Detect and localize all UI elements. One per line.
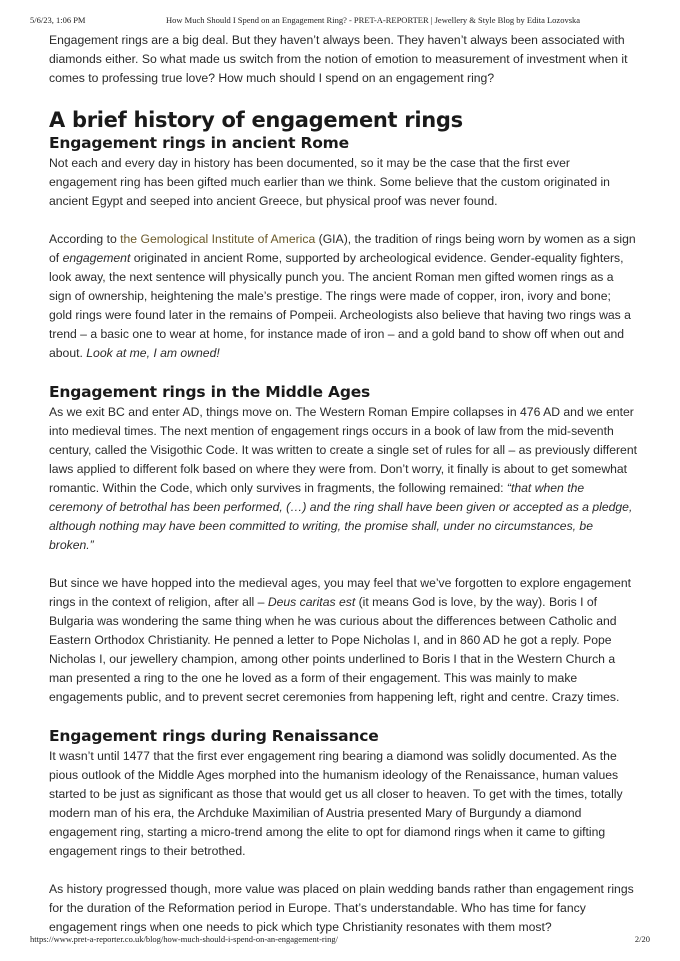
article-body: [49, 31, 637, 956]
subheading-middle-ages: Engagement rings in the Middle Ages: [49, 383, 371, 401]
emphasis-text: Deus caritas est: [267, 595, 356, 609]
text-span: originated in ancient Rome, supported by archeological evidence. Gender-equality fighters, look away, the next sentence will physically punch you. The ancient Roman men gifted women rings as a sign of ownership, heightening the male’s prestige. The rings were made of copper, iron, ivory and bone; gold rings were found later in the remains of Pompeii. Archeologists also believe that having two rings was a trend – a basic one to wear at home, for instance made of iron – and a gold band to show off when out and about.: [49, 251, 631, 360]
text-span: As we exit BC and enter AD, things move on. The Western Roman Empire collapses in 476 AD and we enter into medieval times. The next mention of engagement rings occurs in a book of law from the mid-seventh century, called the Visigothic Code. It was written to create a single set of rules for all – as previously different laws applied to different folk based on where they were from. Don’t worry, it finally is about to get somewhat romantic. Within the Code, which only survives in fragments, the following remained:: [49, 405, 638, 495]
gia-link[interactable]: the Gemological Institute of America: [120, 232, 316, 246]
text-span: But since we have hopped into the medieval ages, you may feel that we’ve forgotten to explore engagement rings in the context of religion, after all –: [49, 576, 631, 609]
rome-paragraph-2: [49, 230, 637, 363]
print-header: [0, 15, 680, 29]
visigothic-code-quote: “that when the ceremony of betrothal has been performed, (…) and the ring shall have been given or accepted as a pledge, although nothing may have been committed to writing, the promise shall, under no circumstances, be broken.”: [49, 481, 633, 552]
rome-paragraph-1: Not each and every day in history has been documented, so it may be the case that the first ever engagement ring has been gifted much earlier than we think. Some believe that the custom originated in ancient Egypt and seeped into ancient Greece, but physical proof was never found.: [49, 156, 610, 208]
print-datetime: 5/6/23, 1:06 PM: [30, 15, 86, 25]
emphasis-text: Look at me, I am owned!: [86, 346, 220, 360]
intro-paragraph: Engagement rings are a big deal. But they haven’t always been. They haven’t always been associated with diamonds either. So what made us switch from the notion of emotion to measurement of investment when it comes to professing true love? How much should I spend on an engagement ring?: [49, 33, 628, 85]
emphasis-text: engagement: [62, 251, 131, 265]
subheading-renaissance: Engagement rings during Renaissance: [49, 727, 379, 745]
renaissance-paragraph-2: As history progressed though, more value was placed on plain wedding bands rather than engagement rings for the duration of the Reformation period in Europe. That’s understandable. Who has time for fancy engagement rings when one needs to pick which type Christianity resonates with them most?: [49, 882, 634, 934]
print-page-number: 2/20: [634, 934, 650, 944]
renaissance-paragraph-1: It wasn’t until 1477 that the first ever engagement ring bearing a diamond was solidly documented. As the pious outlook of the Middle Ages morphed into the humanism ideology of the Renaissance, human values started to be just as significant as those that would get us all closer to heaven. To get with the times, totally modern man of his era, the Archduke Maximilian of Austria presented Mary of Burgundy a diamond engagement ring, starting a micro-trend among the elite to opt for diamond rings when it came to gifting engagement rings to their betrothed.: [49, 749, 623, 858]
section-heading-history: A brief history of engagement rings: [49, 108, 463, 132]
text-span: According to: [49, 232, 121, 246]
middle-ages-paragraph-2: [49, 574, 637, 707]
text-span: (GIA), the tradition of rings being worn by women as a sign of: [49, 232, 636, 265]
print-page-title: How Much Should I Spend on an Engagement Ring? - PRET-A-REPORTER | Jewellery & Style Blog by Edita Lozovska: [166, 15, 581, 25]
middle-ages-paragraph-1: [49, 403, 637, 555]
text-span: (it means God is love, by the way). Boris I of Bulgaria was wondering the same thing when he was curious about the differences between Catholic and Eastern Orthodox Christianity. He penned a letter to Pope Nicholas I, and in 860 AD he got a reply. Pope Nicholas I, our jewellery champion, among other points underlined to Boris I that in the Western Church a man presented a ring to the one he loved as a form of their engagement. This was mainly to make engagements public, and to prevent secret ceremonies from happening left, right and centre. Crazy times.: [49, 595, 620, 704]
print-url: https://www.pret-a-reporter.co.uk/blog/how-much-should-i-spend-on-an-engagement-ring/: [30, 934, 338, 944]
subheading-ancient-rome: Engagement rings in ancient Rome: [49, 134, 349, 152]
